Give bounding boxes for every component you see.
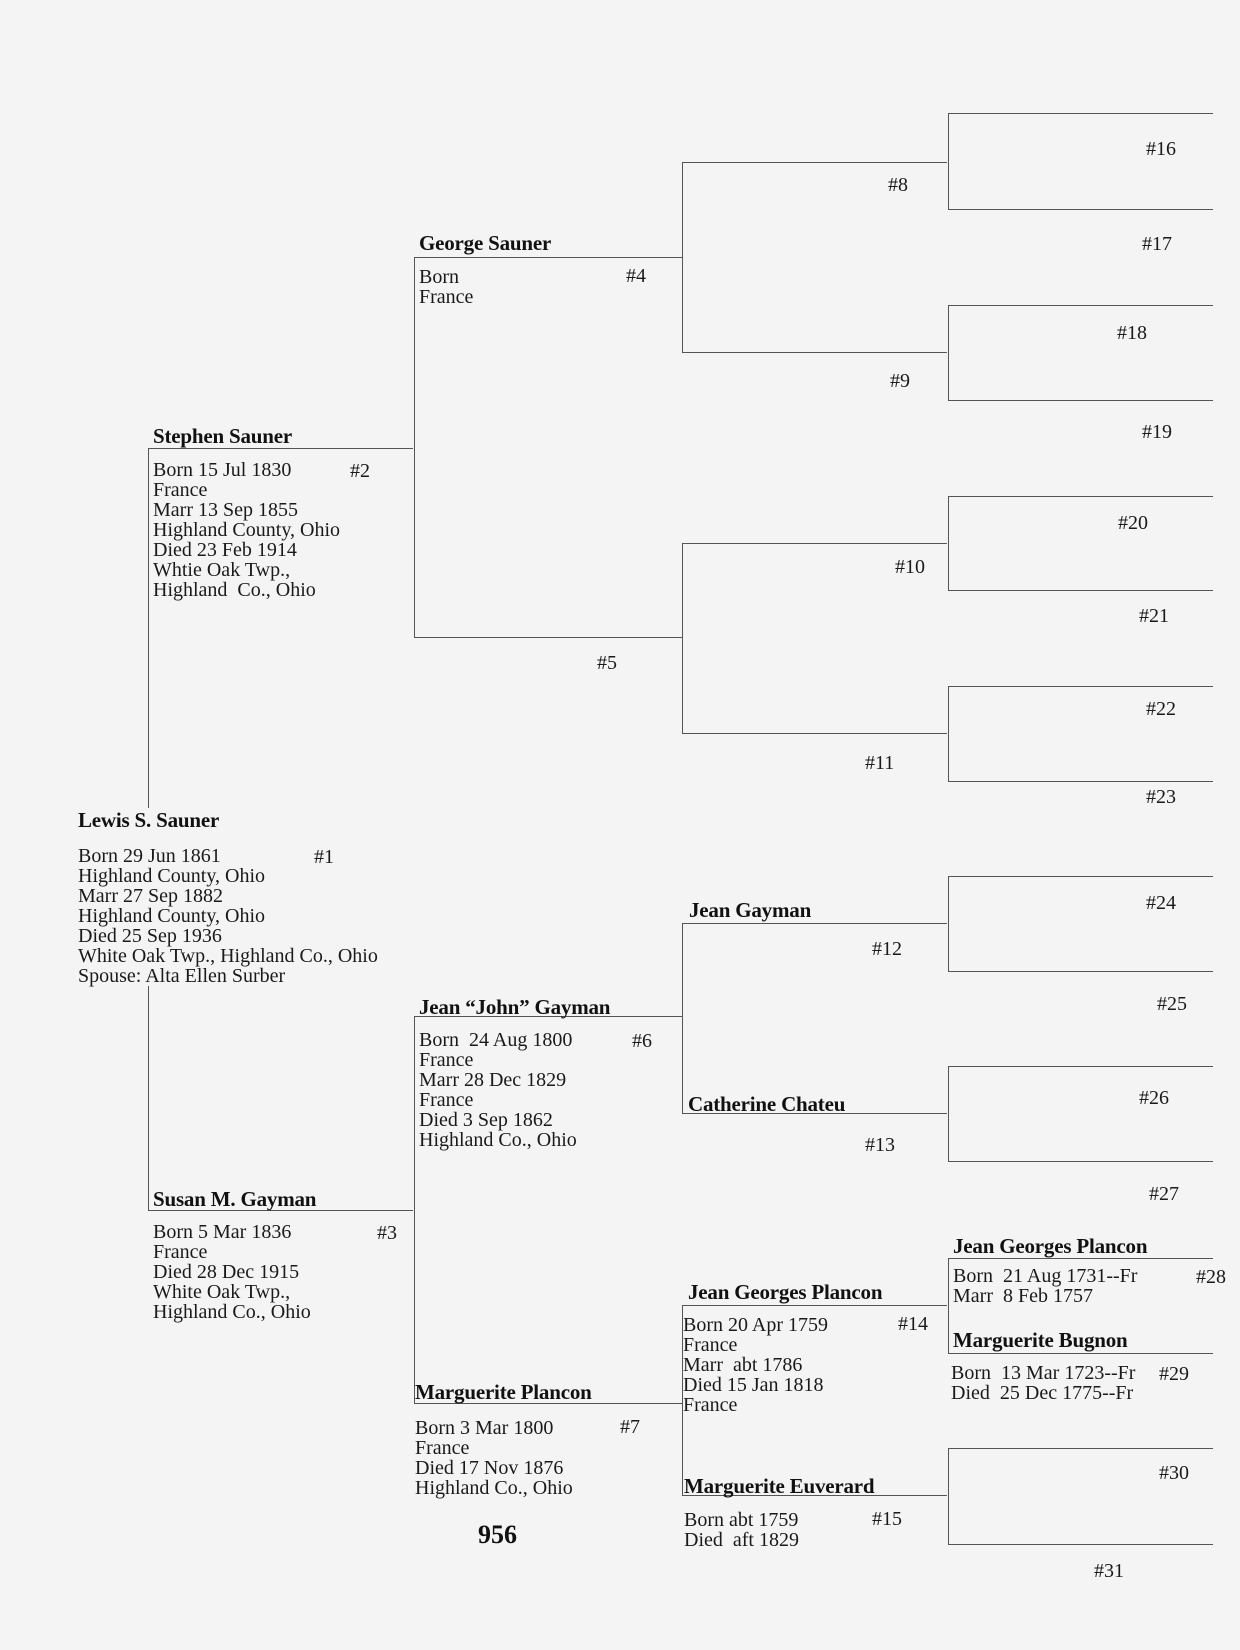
connector-line-v	[948, 1258, 949, 1353]
person-1-number: #1	[314, 846, 334, 868]
person-3-name: Susan M. Gayman	[153, 1187, 317, 1211]
person-10-number: #10	[895, 556, 925, 578]
person-13-name: Catherine Chateu	[688, 1092, 846, 1116]
connector-line-h	[948, 1353, 1213, 1354]
person-29-detail-line: Born 13 Mar 1723--Fr	[951, 1362, 1136, 1384]
person-6-detail-line: Highland Co., Ohio	[419, 1129, 577, 1151]
person-2-name: Stephen Sauner	[153, 424, 292, 448]
connector-line-h	[682, 162, 947, 163]
connector-line-v	[948, 496, 949, 590]
person-3-details	[153, 1222, 311, 1322]
connector-line-h	[682, 733, 947, 734]
person-15-detail-line: Died aft 1829	[684, 1529, 799, 1551]
connector-line-v	[414, 257, 415, 637]
person-6-detail-line: France	[419, 1049, 474, 1071]
connector-line-h	[414, 637, 682, 638]
person-6-detail-line: Marr 28 Dec 1829	[419, 1069, 567, 1091]
person-6-name: Jean “John” Gayman	[419, 995, 611, 1019]
connector-line-v	[948, 686, 949, 781]
person-15-detail-line: Born abt 1759	[684, 1509, 799, 1531]
connector-line-h	[682, 923, 947, 924]
person-1-detail-line: Spouse: Alta Ellen Surber	[78, 965, 286, 987]
person-14-detail-line: France	[683, 1394, 738, 1416]
person-14-detail-line: Died 15 Jan 1818	[683, 1374, 824, 1396]
person-14-detail-line: Born 20 Apr 1759	[683, 1314, 828, 1336]
person-29-number: #29	[1159, 1363, 1189, 1385]
person-2-detail-line: Highland County, Ohio	[153, 519, 341, 541]
person-2-detail-line: Died 23 Feb 1914	[153, 539, 297, 561]
person-3-detail-line: White Oak Twp.,	[153, 1281, 291, 1303]
person-15-details	[684, 1510, 799, 1550]
connector-line-v	[414, 1016, 415, 1403]
person-22-number: #22	[1146, 698, 1176, 720]
connector-line-v	[948, 1448, 949, 1544]
person-28-name: Jean Georges Plancon	[953, 1234, 1148, 1258]
person-24-number: #24	[1146, 892, 1176, 914]
person-2-detail-line: Born 15 Jul 1830	[153, 459, 292, 481]
connector-line-h	[948, 971, 1213, 972]
person-20-number: #20	[1118, 512, 1148, 534]
connector-line-h	[948, 209, 1213, 210]
person-6-detail-line: Born 24 Aug 1800	[419, 1029, 573, 1051]
person-28-detail-line: Born 21 Aug 1731--Fr	[953, 1265, 1138, 1287]
connector-line-h	[948, 590, 1213, 591]
person-1-name: Lewis S. Sauner	[78, 808, 220, 832]
connector-line-h	[948, 781, 1213, 782]
person-13-number: #13	[865, 1134, 895, 1156]
person-14-detail-line: France	[683, 1334, 738, 1356]
connector-line-h	[948, 876, 1213, 877]
person-1-detail-line: Born 29 Jun 1861	[78, 845, 221, 867]
person-7-name: Marguerite Plancon	[415, 1380, 592, 1404]
person-6-detail-line: Died 3 Sep 1862	[419, 1109, 553, 1131]
person-3-detail-line: Died 28 Dec 1915	[153, 1261, 300, 1283]
person-7-number: #7	[620, 1416, 640, 1438]
connector-line-v	[682, 543, 683, 733]
person-28-number: #28	[1196, 1266, 1226, 1288]
person-3-detail-line: Highland Co., Ohio	[153, 1301, 311, 1323]
person-14-name: Jean Georges Plancon	[688, 1280, 883, 1304]
person-4-detail-line: Born	[419, 266, 459, 288]
connector-line-v	[948, 305, 949, 400]
connector-line-h	[948, 1544, 1213, 1545]
person-1-detail-line: Highland County, Ohio	[78, 865, 266, 887]
person-25-number: #25	[1157, 993, 1187, 1015]
person-7-detail-line: Highland Co., Ohio	[415, 1477, 573, 1499]
person-28-details	[953, 1266, 1137, 1306]
person-7-detail-line: Died 17 Nov 1876	[415, 1457, 564, 1479]
person-19-number: #19	[1142, 421, 1172, 443]
person-4-detail-line: France	[419, 286, 474, 308]
connector-line-h	[948, 305, 1213, 306]
person-1-detail-line: White Oak Twp., Highland Co., Ohio	[78, 945, 378, 967]
connector-line-h	[414, 257, 682, 258]
person-9-number: #9	[890, 370, 910, 392]
person-7-detail-line: France	[415, 1437, 470, 1459]
connector-line-h	[682, 543, 947, 544]
person-14-number: #14	[898, 1313, 928, 1335]
person-16-number: #16	[1146, 138, 1176, 160]
person-7-details	[415, 1418, 573, 1498]
person-12-number: #12	[872, 938, 902, 960]
person-23-number: #23	[1146, 786, 1176, 808]
person-29-name: Marguerite Bugnon	[953, 1328, 1128, 1352]
person-2-detail-line: Highland Co., Ohio	[153, 579, 316, 601]
person-26-number: #26	[1139, 1087, 1169, 1109]
person-28-detail-line: Marr 8 Feb 1757	[953, 1285, 1093, 1307]
person-27-number: #27	[1149, 1183, 1179, 1205]
person-30-number: #30	[1159, 1462, 1189, 1484]
person-18-number: #18	[1117, 322, 1147, 344]
person-3-number: #3	[377, 1222, 397, 1244]
connector-line-h	[948, 1066, 1213, 1067]
connector-line-v	[948, 113, 949, 209]
person-15-name: Marguerite Euverard	[684, 1474, 875, 1498]
person-12-name: Jean Gayman	[689, 898, 812, 922]
person-3-detail-line: France	[153, 1241, 208, 1263]
person-2-detail-line: Marr 13 Sep 1855	[153, 499, 298, 521]
person-29-detail-line: Died 25 Dec 1775--Fr	[951, 1382, 1134, 1404]
connector-line-v	[682, 162, 683, 352]
person-2-details	[153, 460, 340, 600]
connector-line-h	[682, 352, 947, 353]
person-3-detail-line: Born 5 Mar 1836	[153, 1221, 292, 1243]
person-2-number: #2	[350, 460, 370, 482]
connector-line-h	[682, 1305, 947, 1306]
connector-line-h	[948, 400, 1213, 401]
person-8-number: #8	[888, 174, 908, 196]
person-15-number: #15	[872, 1508, 902, 1530]
person-5-number: #5	[597, 652, 617, 674]
person-31-number: #31	[1094, 1560, 1124, 1582]
person-14-detail-line: Marr abt 1786	[683, 1354, 803, 1376]
person-1-detail-line: Highland County, Ohio	[78, 905, 266, 927]
person-6-detail-line: France	[419, 1089, 474, 1111]
person-2-detail-line: Whtie Oak Twp.,	[153, 559, 291, 581]
connector-line-h	[948, 113, 1213, 114]
person-4-details	[419, 267, 473, 307]
connector-line-v	[948, 1066, 949, 1161]
connector-line-h	[948, 1448, 1213, 1449]
connector-line-h	[948, 686, 1213, 687]
person-4-name: George Sauner	[419, 231, 552, 255]
person-4-number: #4	[626, 265, 646, 287]
connector-line-h	[948, 496, 1213, 497]
person-7-detail-line: Born 3 Mar 1800	[415, 1417, 554, 1439]
page-number: 956	[478, 1520, 517, 1549]
person-14-details	[683, 1315, 828, 1415]
connector-line-v	[948, 876, 949, 971]
person-17-number: #17	[1142, 233, 1172, 255]
person-6-number: #6	[632, 1030, 652, 1052]
person-1-detail-line: Marr 27 Sep 1882	[78, 885, 223, 907]
person-6-details	[419, 1030, 577, 1150]
connector-line-v	[682, 923, 683, 1113]
person-11-number: #11	[865, 752, 895, 774]
connector-line-h	[948, 1161, 1213, 1162]
person-21-number: #21	[1139, 605, 1169, 627]
person-2-detail-line: France	[153, 479, 208, 501]
person-29-details	[951, 1363, 1135, 1403]
person-1-detail-line: Died 25 Sep 1936	[78, 925, 222, 947]
